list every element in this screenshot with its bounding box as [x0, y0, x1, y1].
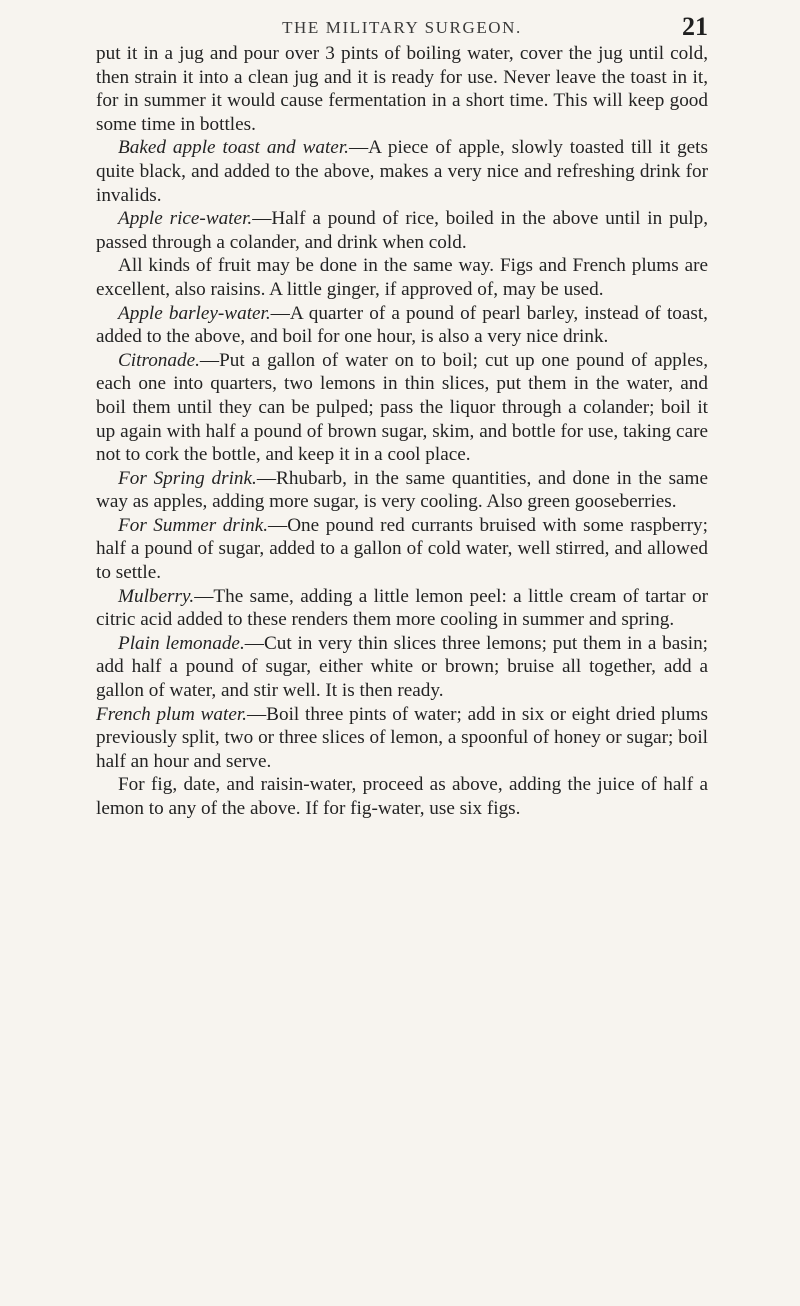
paragraph [96, 467, 708, 514]
recipe-heading: Plain lemonade. [118, 632, 245, 654]
paragraph [96, 136, 708, 207]
recipe-heading: Baked apple toast and water. [118, 137, 349, 159]
paragraph [96, 302, 708, 349]
paragraph [96, 349, 708, 467]
paragraph-text: —A quarter of a pound of pearl barley, instead of toast, added to the above, and boil for one hour, is also a very nice drink. [96, 302, 708, 348]
recipe-heading: Apple rice-water. [118, 208, 253, 230]
page-number: 21 [682, 12, 708, 41]
paragraph-text: All kinds of fruit may be done in the same way. Figs and French plums are excellent, also raisins. A little ginger, if approved of, may be used. [96, 255, 708, 300]
paragraph-text: —Cut in very thin slices three lemons; put them in a basin; add half a pound of sugar, either white or brown; bruise all together, add a gallon of water, and stir well. It is then ready. [96, 632, 708, 702]
recipe-heading: For Summer drink. [118, 514, 269, 536]
paragraph-text: —Half a pound of rice, boiled in the above until in pulp, passed through a colander, and drink when cold. [96, 208, 708, 253]
recipe-heading: Apple barley-water. [118, 302, 271, 324]
paragraph [96, 514, 708, 585]
paragraph-text: —One pound red currants bruised with some raspberry; half a pound of sugar, added to a gallon of cold water, well stirred, and allowed to settle. [96, 514, 708, 584]
paragraph-text: —Put a gallon of water on to boil; cut up one pound of apples, each one into quarters, two lemons in thin slices, put them in the water, and boil them until they can be pulped; pass the liquor through a colander; boil it up again with half a pound of brown sugar, skim, and bottle for use, taking care not to cork the bottle, and keep it in a cool place. [96, 349, 708, 466]
paragraph [96, 585, 708, 632]
running-title: THE MILITARY SURGEON. [282, 18, 522, 37]
paragraph [96, 773, 708, 820]
paragraph [96, 254, 708, 301]
body-text [96, 42, 708, 821]
recipe-heading: Mulberry. [118, 585, 195, 607]
running-header [96, 8, 708, 42]
paragraph-text: —The same, adding a little lemon peel: a little cream of tartar or citric acid added to these renders them more cooling in summer and spring. [96, 585, 708, 631]
paragraph [96, 703, 708, 774]
paragraph-text: —Boil three pints of water; add in six or eight dried plums previously split, two or three slices of lemon, a spoonful of honey or sugar; boil half an hour and serve. [96, 703, 708, 772]
recipe-heading: For Spring drink. [118, 467, 257, 489]
paragraph-text: —Rhubarb, in the same quantities, and done in the same way as apples, adding more sugar, is very cooling. Also green gooseberries. [96, 467, 708, 513]
paragraph [96, 632, 708, 703]
recipe-heading: Citronade. [118, 349, 200, 371]
paragraph-text: —A piece of apple, slowly toasted till it gets quite black, and added to the above, makes a very nice and refreshing drink for invalids. [96, 137, 708, 206]
paragraph-text: For fig, date, and raisin-water, proceed as above, adding the juice of half a lemon to any of the above. If for fig-water, use six figs. [96, 774, 708, 819]
recipe-heading: French plum water. [96, 703, 247, 725]
paragraph [96, 207, 708, 254]
paragraph [96, 42, 708, 136]
paragraph-text: put it in a jug and pour over 3 pints of boiling water, cover the jug until cold, then strain it into a clean jug and it is ready for use. Never leave the toast in it, for in summer it would cause fermentation in a short time. This will keep good some time in bottles. [96, 43, 708, 135]
